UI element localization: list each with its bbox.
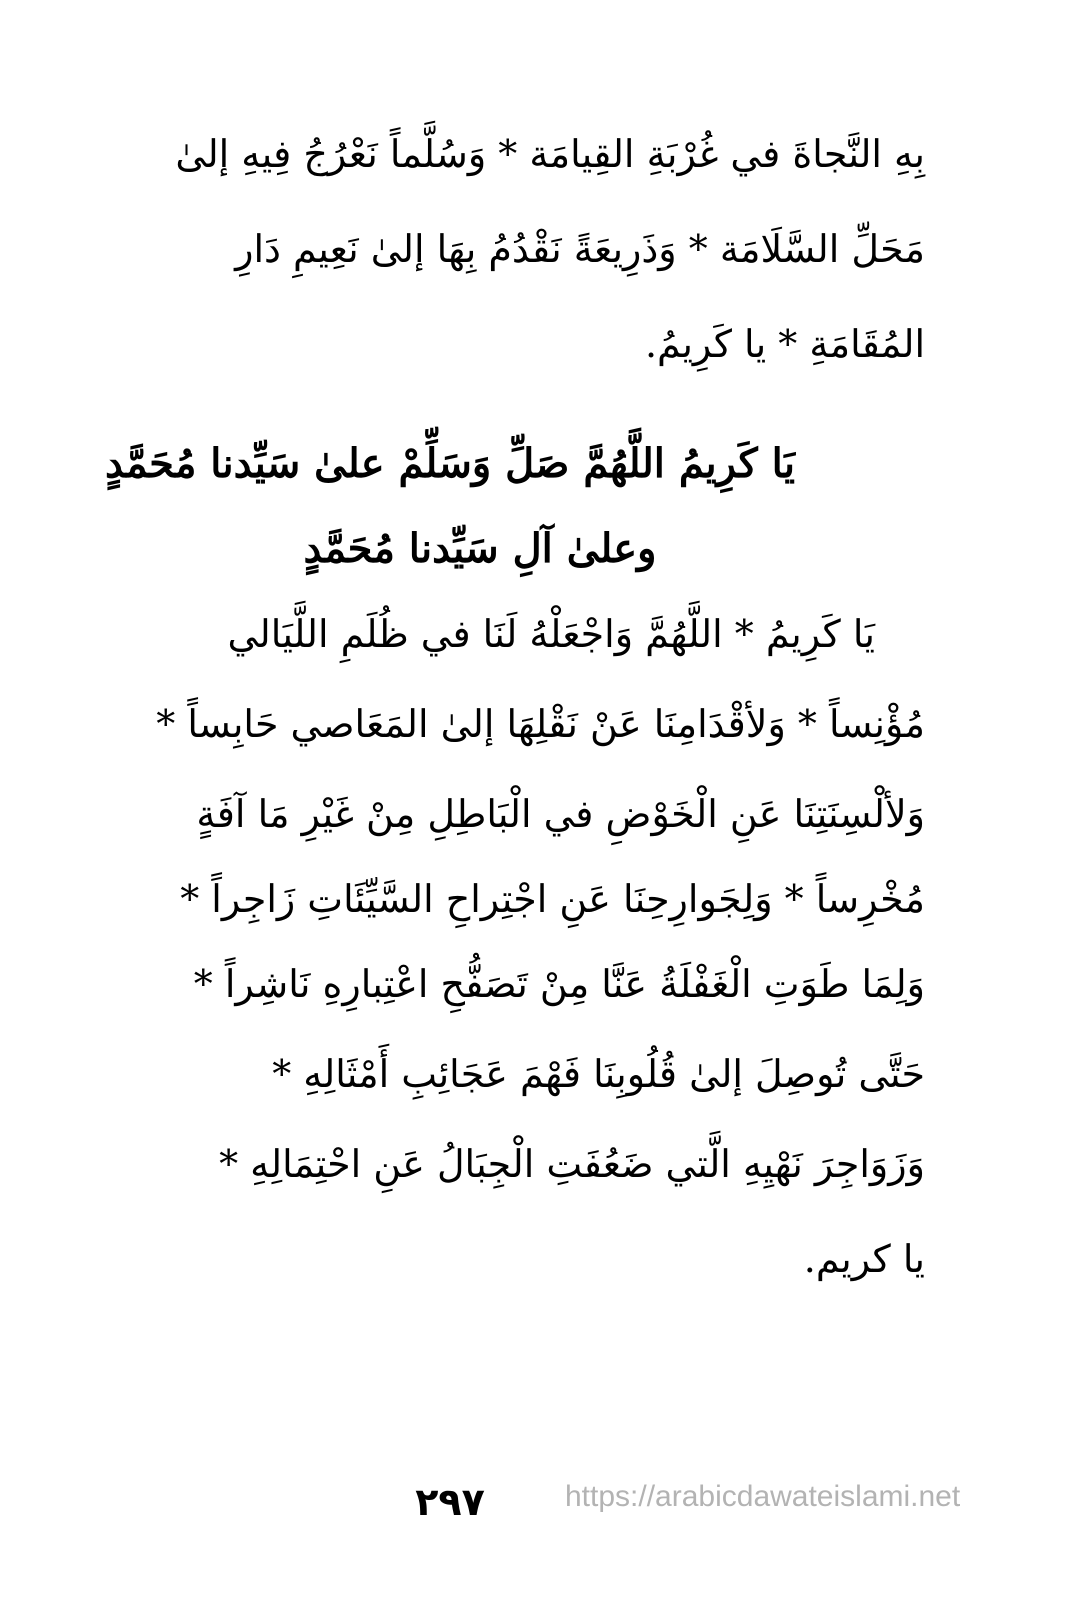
page-number: ٢٩٧ [415, 1480, 485, 1524]
paragraph-line: وَلألْسِنَتِنَا عَنِ الْخَوْضِ في الْبَاطِلِ مِنْ غَيْرِ مَا آفَةٍ [196, 792, 925, 836]
paragraph-line: مَحَلِّ السَّلَامَة * وَذَرِيعَةً نَقْدُمُ بِهَا إلىٰ نَعِيمِ دَارِ [235, 227, 925, 271]
paragraph-line: يَا كَرِيمُ * اللَّهُمَّ وَاجْعَلْهُ لَنَا في ظُلَمِ اللَّيَالي [227, 612, 875, 656]
paragraph-line: المُقَامَةِ * يا كَرِيمُ. [644, 322, 925, 366]
paragraph-line: وَلِمَا طَوَتِ الْغَفْلَةُ عَنَّا مِنْ تَصَفُّحِ اعْتِبارِهِ نَاشِراً * [193, 962, 925, 1006]
heading-line-1: يَا كَرِيمُ اللَّهُمَّ صَلِّ وَسَلِّمْ علىٰ سَيِّدنا مُحَمَّدٍ [105, 440, 795, 487]
paragraph-line: بِهِ النَّجاةَ في غُرْبَةِ القِيامَة * وَسُلَّماً نَعْرُجُ فِيهِ إلىٰ [175, 132, 925, 176]
paragraph-line: حَتَّى تُوصِلَ إلىٰ قُلُوبِنَا فَهْمَ عَجَائِبِ أَمْثَالِهِ * [272, 1052, 925, 1096]
website-watermark: https://arabicdawateislami.net [565, 1480, 961, 1513]
paragraph-line: وَزَوَاجِرَ نَهْيِهِ الَّتي ضَعُفَتِ الْجِبَالُ عَنِ احْتِمَالِهِ * [219, 1142, 925, 1186]
heading-line-2: وعلىٰ آلِ سَيِّدنا مُحَمَّدٍ [303, 525, 657, 572]
paragraph-line: يا كريم. [803, 1237, 925, 1281]
paragraph-line: مُؤْنِساً * وَلأقْدَامِنَا عَنْ نَقْلِهَا إلىٰ المَعَاصي حَابِساً * [156, 702, 925, 746]
paragraph-2 [30, 0, 925, 1400]
paragraph-line: مُخْرِساً * وَلِجَوارِحِنَا عَنِ اجْتِراحِ السَّيِّئَاتِ زَاجِراً * [180, 877, 925, 921]
